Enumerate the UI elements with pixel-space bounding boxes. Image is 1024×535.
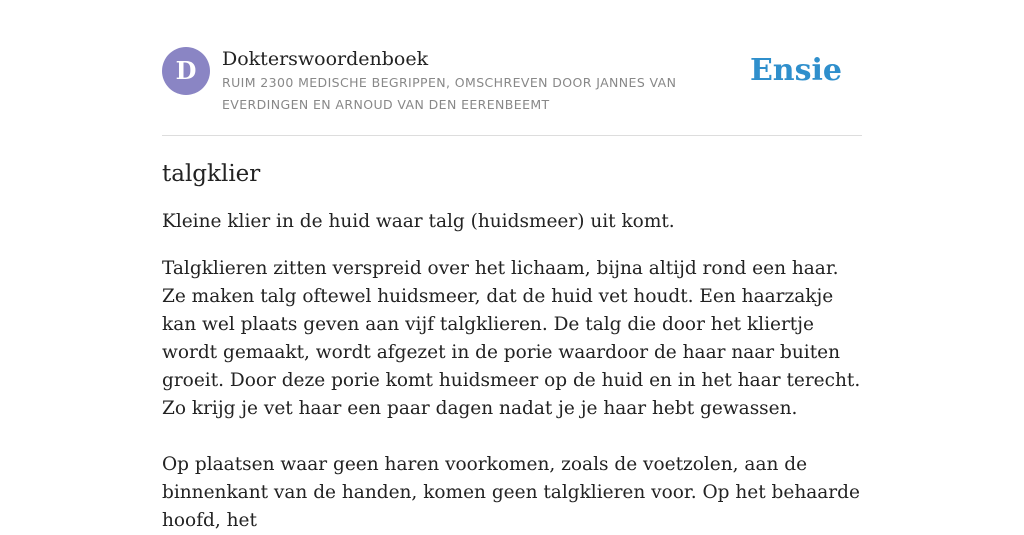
divider xyxy=(162,135,862,136)
body-paragraph: Talgklieren zitten verspreid over het lichaam, bijna altijd rond een haar. Ze maken talg oftewel huidsmeer, dat de huid vet houdt. Een haarzakje kan wel plaats geven aan vijf talgklieren. De talg die door het kliertje wordt gemaakt, wordt afgezet in de porie waardoor de haar naar buiten groeit. Door deze porie komt huidsmeer op de huid en in het haar terecht. Zo krijg je vet haar een paar dagen nadat je je haar hebt gewassen. xyxy=(162,258,861,419)
ensie-logo[interactable]: Ensie xyxy=(749,53,842,88)
term-title: talgklier xyxy=(162,161,261,187)
article xyxy=(162,156,862,535)
body-paragraph: Op plaatsen waar geen haren voorkomen, zoals de voetzolen, aan de binnenkant van de handen, komen geen talgklieren voor. Op het behaarde hoofd, het xyxy=(162,454,860,531)
book-title[interactable]: Dokterswoordenboek xyxy=(222,48,429,70)
book-subtitle: RUIM 2300 MEDISCHE BEGRIPPEN, OMSCHREVEN DOOR JANNES VAN EVERDINGEN EN ARNOUD VAN DEN EERENBEEMT xyxy=(222,75,677,112)
source-header xyxy=(162,47,862,135)
avatar[interactable]: D xyxy=(162,47,210,95)
definition: Kleine klier in de huid waar talg (huidsmeer) uit komt. xyxy=(162,211,675,232)
